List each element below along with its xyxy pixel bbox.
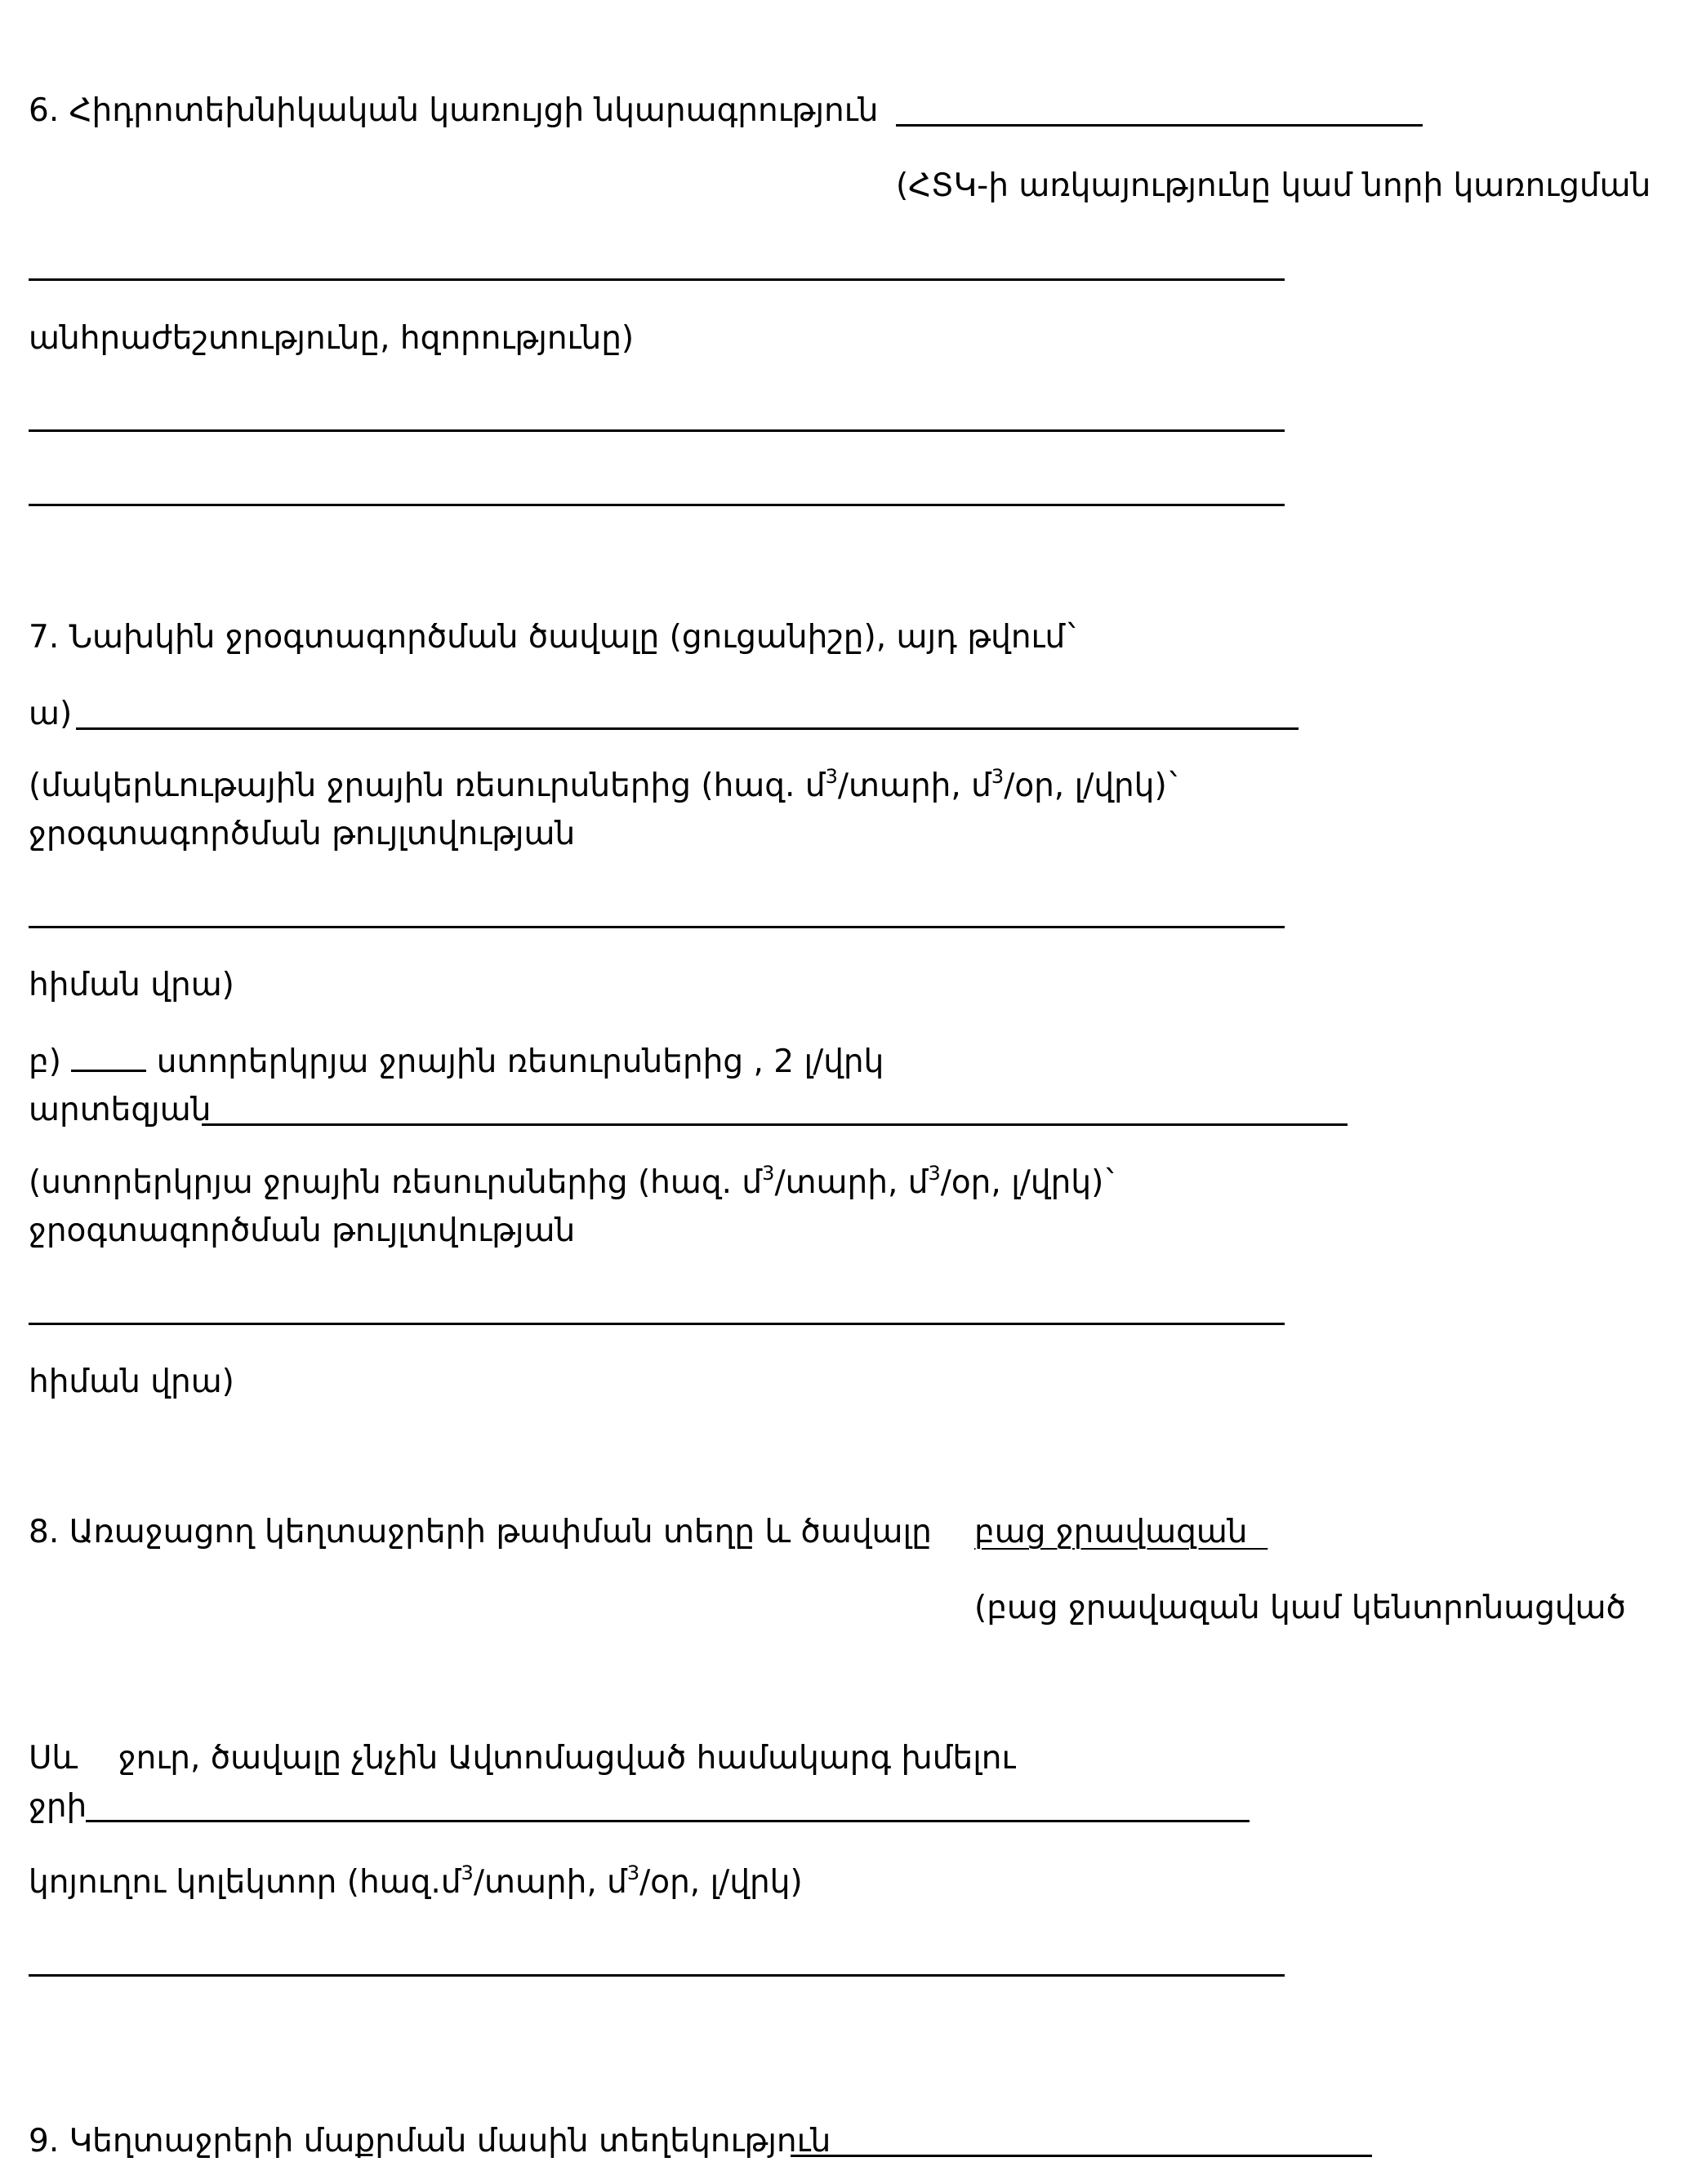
section-6-hint-1: (ՀՏԿ-ի առկայությունը կամ նորի կառուցման: [896, 167, 1651, 204]
section-8-hint-2: կոյուղու կոլեկտոր (հազ.մ$^3$/տարի, մ$^3$/օր, լ/վրկ): [29, 1862, 803, 1901]
section-7b-blank-line[interactable]: [202, 1123, 1348, 1126]
section-7a-blank-line-2[interactable]: [29, 926, 1285, 928]
section-8-label: 8. Առաջացող կեղտաջրերի թափման տեղը և ծավալը: [29, 1514, 932, 1550]
section-7-label: 7. Նախկին ջրօգտագործման ծավալը (ցուցանիշը), այդ թվում`: [29, 619, 1081, 656]
section-7a-blank-line[interactable]: [76, 727, 1299, 730]
section-6-label: 6. Հիդրոտեխնիկական կառույցի նկարագրություն: [29, 92, 879, 129]
section-6-blank-line-2[interactable]: [29, 278, 1285, 281]
section-8-value[interactable]: բաց ջրավազան: [974, 1514, 1248, 1550]
section-7a-hint-1: (մակերևութային ջրային ռեսուրսներից (հազ. մ$^3$/տարի, մ$^3$/օր, լ/վրկ)`: [29, 765, 1183, 804]
section-7a-hint-3: հիման վրա): [29, 967, 234, 1003]
section-7b-hint-3: հիման վրա): [29, 1363, 234, 1400]
section-8-hint-1: (բաց ջրավազան կամ կենտրոնացված: [974, 1590, 1626, 1626]
section-6-blank-line-3[interactable]: [29, 429, 1285, 432]
section-7b-hint-2: ջրօգտագործման թույլտվության: [29, 1212, 576, 1249]
section-8-blank-line[interactable]: [86, 1820, 1250, 1822]
section-7a-prefix: ա): [29, 696, 73, 732]
section-7b-row: բ) ստորերկրյա ջրային ռեսուրսներից , 2 լ/վրկ: [29, 1043, 884, 1080]
section-9-blank-line[interactable]: [791, 2155, 1372, 2157]
section-7b-hint-1: (ստորերկրյա ջրային ռեսուրսներից (հազ. մ$^3$/տարի, մ$^3$/օր, լ/վրկ)`: [29, 1162, 1120, 1201]
section-6-blank-line[interactable]: [896, 124, 1423, 127]
section-8-row: Սև ջուր, ծավալը չնչին Ավտոմացված համակարգ խմելու: [29, 1740, 1016, 1777]
section-7b-line-2: արտեզյան: [29, 1092, 212, 1128]
section-8-blank-line-2[interactable]: [29, 1974, 1285, 1977]
section-7b-blank-line-2[interactable]: [29, 1323, 1285, 1325]
section-9-label: 9. Կեղտաջրերի մաքրման մասին տեղեկություն: [29, 2123, 831, 2160]
section-6-hint-2: անհրաժեշտությունը, հզորությունը): [29, 320, 635, 357]
section-6-blank-line-4[interactable]: [29, 504, 1285, 506]
section-7b-inline-blank[interactable]: [71, 1045, 146, 1072]
section-8-row-line-2: ջրի: [29, 1788, 87, 1825]
section-7a-hint-2: ջրօգտագործման թույլտվության: [29, 816, 576, 852]
